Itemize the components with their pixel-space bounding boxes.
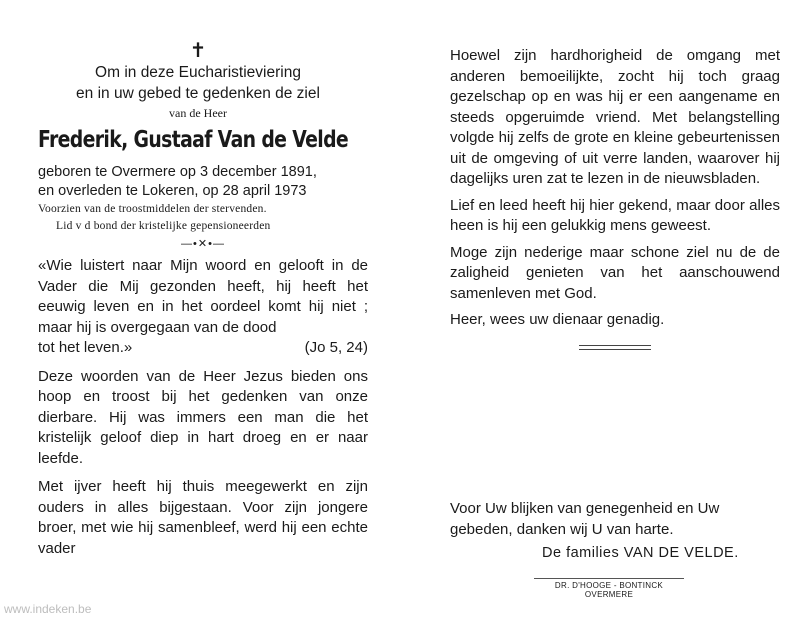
- quote-ref: (Jo 5, 24): [304, 339, 368, 356]
- paragraph-prayer: Moge zijn nederige maar schone ziel nu de de zaligheid genieten van het aanschouwend samenleven met God.: [450, 243, 780, 302]
- printer-credit: DR. D'HOOGE - BONTINCK OVERMERE: [534, 578, 684, 599]
- deceased-name: Frederik, Gustaaf Van de Velde: [38, 127, 349, 153]
- paragraph-family: Met ijver heeft hij thuis meegewerkt en zijn ouders in alles bijgestaan. Voor zijn jongere broer, met wie hij samenbleef, werd hij een echte vader: [38, 478, 368, 557]
- quote-end: tot het leven.»: [38, 339, 133, 356]
- paragraph-life: Lief en leed heeft hij hier gekend, maar door alles heen is hij een gelukkig mens geweest.: [450, 196, 780, 234]
- intro-line-2: en in uw gebed te gedenken de ziel: [76, 85, 320, 102]
- bible-quote: [38, 256, 368, 359]
- right-page: [450, 46, 780, 350]
- quote-text: «Wie luistert naar Mijn woord en gelooft in de Vader die Mij gezonden heeft, hij heeft het eeuwig leven en in het oordeel komt hij niet ; maar hij is overgegaan van de dood: [38, 257, 368, 336]
- paragraph-plea: Heer, wees uw dienaar genadig.: [450, 311, 665, 328]
- quote-reference-line: [38, 338, 368, 359]
- watermark: www.indeken.be: [4, 602, 92, 616]
- ornament-divider: —•✕•—: [181, 238, 225, 250]
- birth-line: geboren te Overmere op 3 december 1891,: [38, 164, 317, 180]
- van-de-heer: van de Heer: [169, 106, 227, 120]
- families-signature: De families VAN DE VELDE.: [542, 545, 739, 561]
- double-rule-divider: [579, 345, 651, 350]
- cross-icon: ✝: [189, 40, 207, 62]
- intro-line-1: Om in deze Eucharistieviering: [95, 64, 301, 81]
- membership-line: Lid v d bond der kristelijke gepensioneerden: [56, 220, 271, 232]
- thanks-text: Voor Uw blijken van genegenheid en Uw gebeden, danken wij U van harte.: [450, 500, 720, 538]
- death-line: en overleden te Lokeren, op 28 april 1973: [38, 183, 307, 199]
- left-page: [38, 40, 368, 567]
- paragraph-character: Hoewel zijn hardhorigheid de omgang met anderen bemoeilijkte, zocht hij toch graag gezelschap op en was hij er een aangename en steeds opgeruimde vriend. Met belangstelling volgde hij zelfs de grote en kleine gebeurtenissen uit de omgeving of uit verre landen, waarover hij dagelijks uren zat te lezen in de nieuwsbladen.: [450, 47, 780, 187]
- paragraph-hope: Deze woorden van de Heer Jezus bieden ons hoop en troost bij het gedenken van onze dierbare. Hij was immers een man die het kristelijk geloof diep in hart droeg en er naar leefde.: [38, 367, 368, 467]
- sacraments-line: Voorzien van de troostmiddelen der stervenden.: [38, 203, 267, 215]
